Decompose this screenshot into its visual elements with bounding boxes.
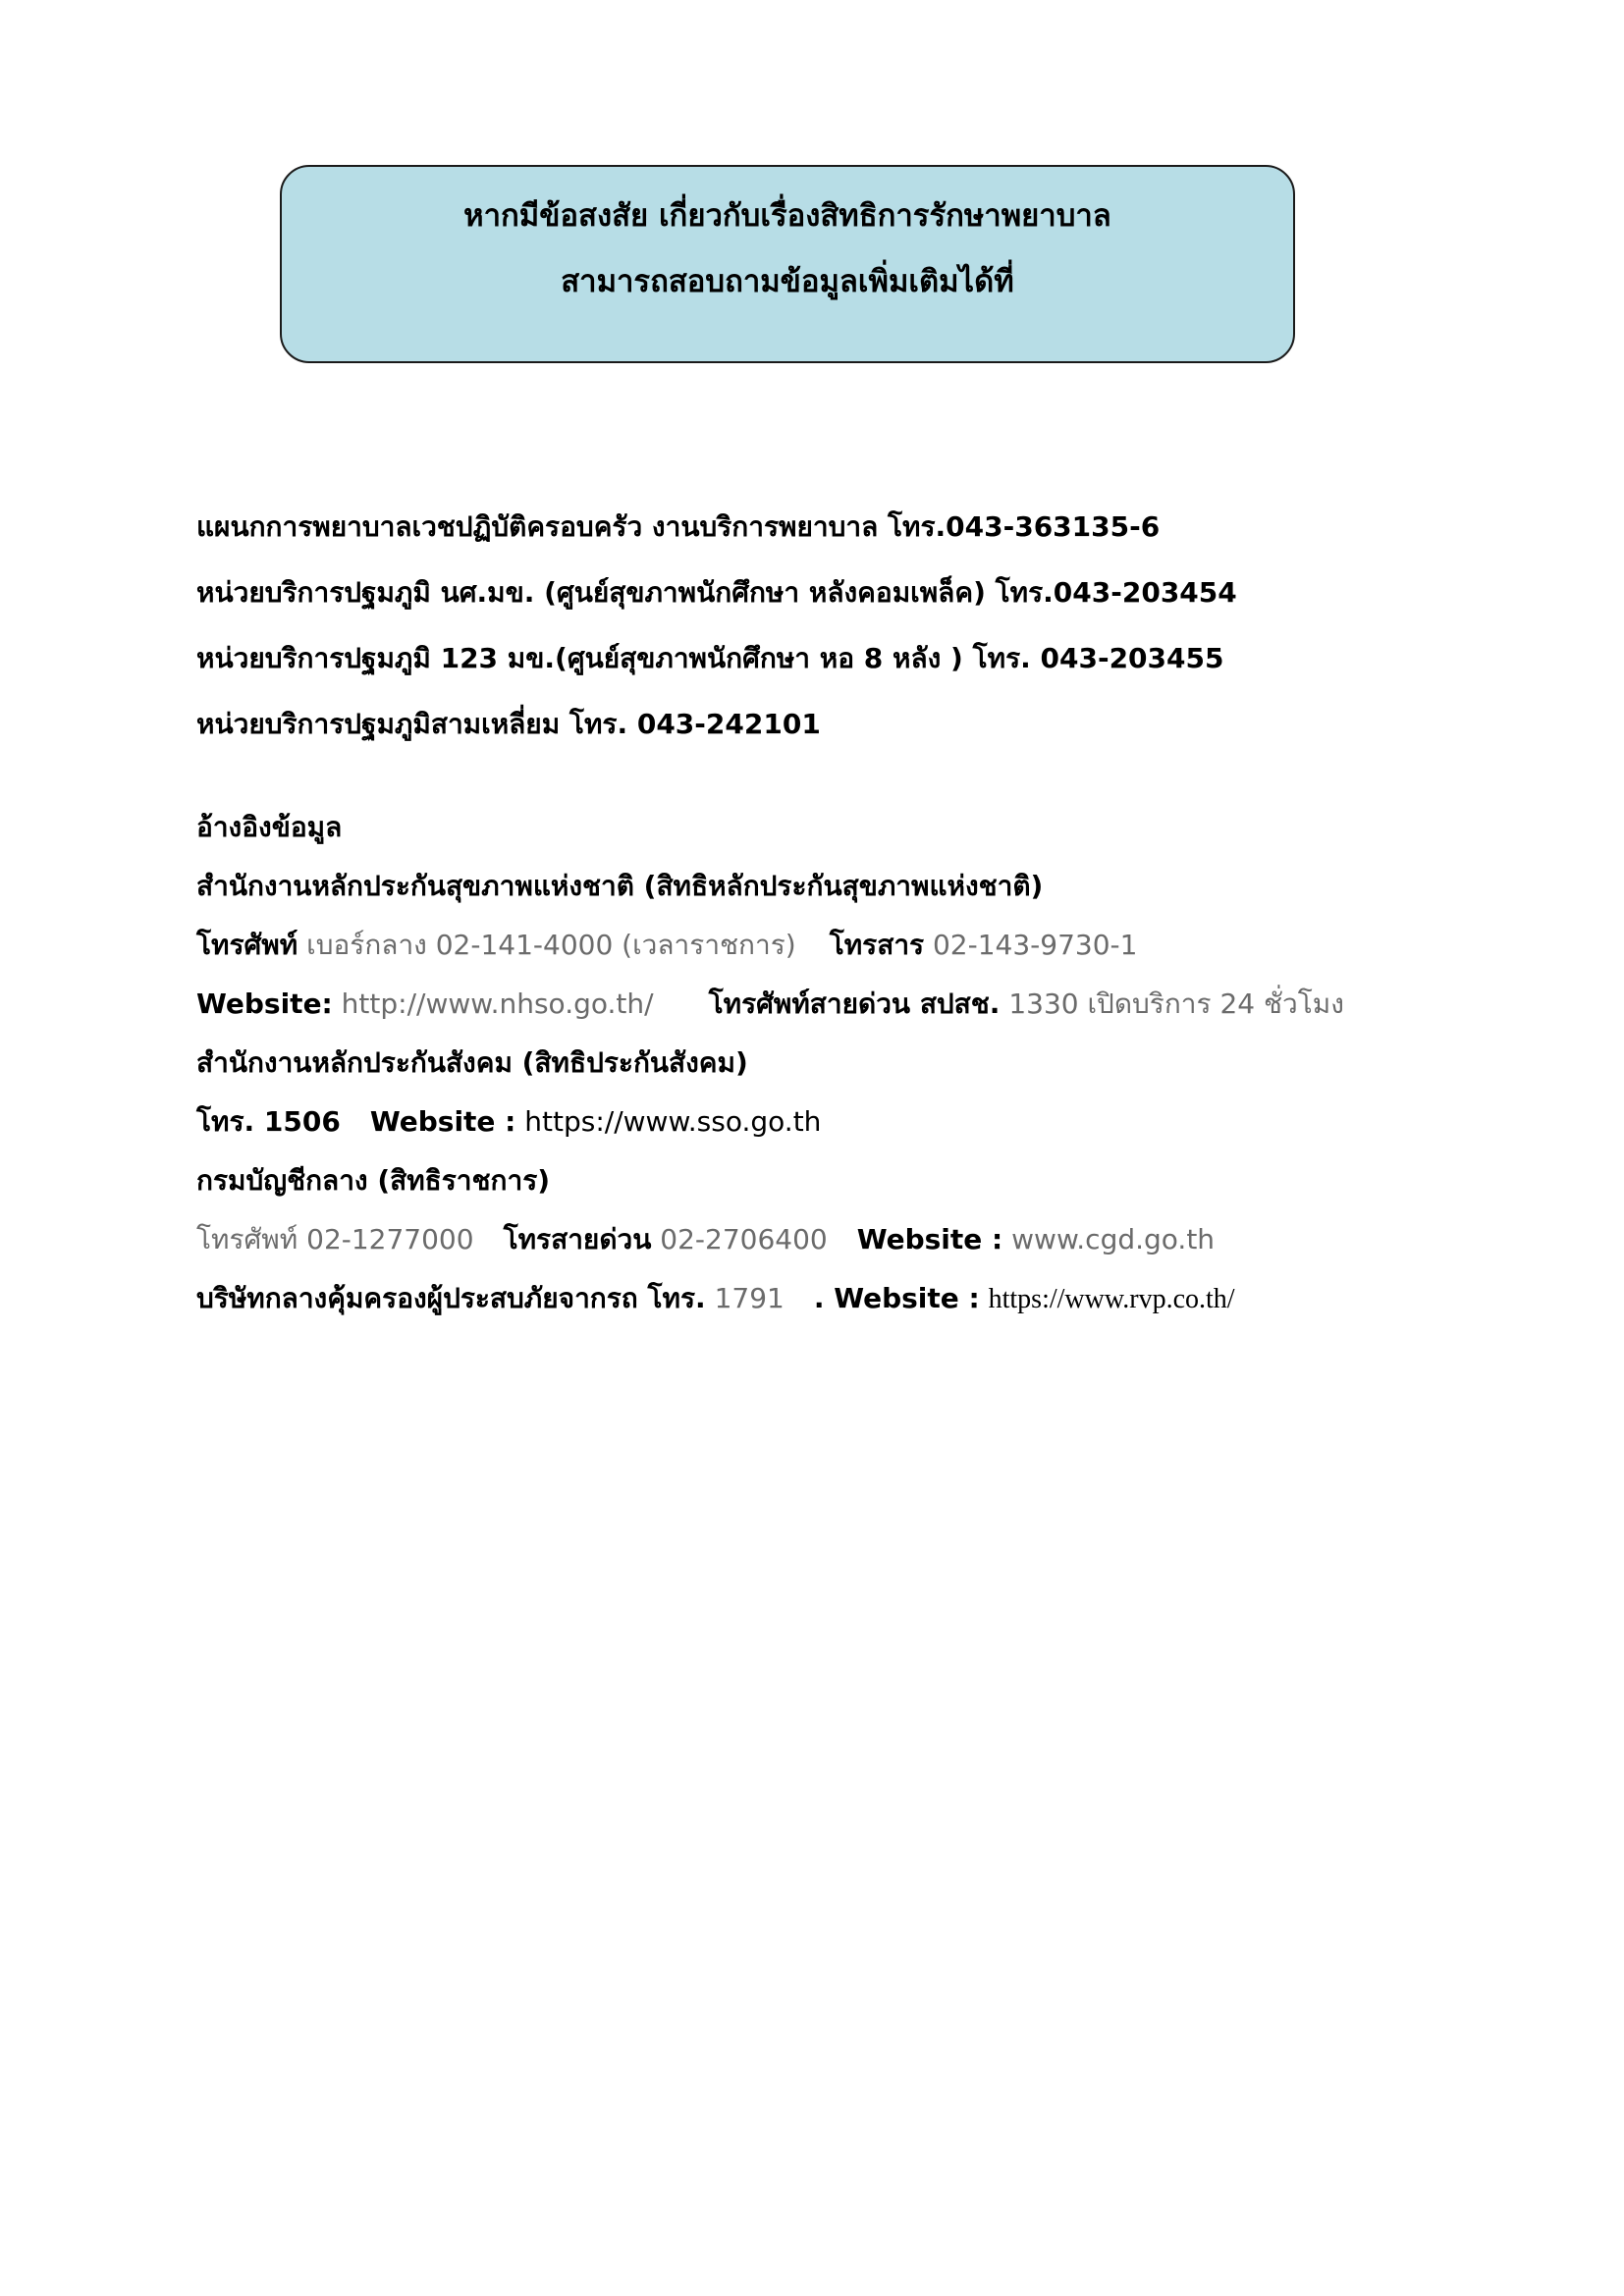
nhso-fax-value: 02-143-9730-1 [932, 929, 1138, 961]
rvp-org-phone-label: บริษัทกลางคุ้มครองผู้ประสบภัยจากรถ โทร. [196, 1282, 706, 1314]
sso-org-name: สำนักงานหลักประกันสังคม (สิทธิประกันสังคม) [196, 1046, 748, 1079]
cgd-hotline-label: โทรสายด่วน [503, 1223, 652, 1255]
nhso-website-line [196, 985, 1344, 1024]
contact-line-samliam: หน่วยบริการปฐมภูมิสามเหลี่ยม โทร. 043-242101 [196, 708, 821, 740]
nhso-org-name: สำนักงานหลักประกันสุขภาพแห่งชาติ (สิทธิหลักประกันสุขภาพแห่งชาติ) [196, 870, 1044, 902]
nhso-website-link[interactable]: http://www.nhso.go.th/ [341, 988, 654, 1020]
sso-contact-line [196, 1102, 821, 1142]
cgd-org-name: กรมบัญชีกลาง (สิทธิราชการ) [196, 1164, 551, 1197]
header-callout-box [280, 165, 1295, 363]
header-line-1: หากมีข้อสงสัย เกี่ยวกับเรื่องสิทธิการรักษาพยาบาล [463, 198, 1111, 234]
sso-website-label: Website : [369, 1105, 516, 1138]
sso-phone: โทร. 1506 [196, 1105, 341, 1138]
references-heading: อ้างอิงข้อมูล [196, 811, 343, 843]
cgd-website-label: Website : [856, 1223, 1003, 1255]
rvp-contact-line [196, 1279, 1235, 1319]
contact-line-family-nursing: แผนกการพยาบาลเวชปฏิบัติครอบครัว งานบริการพยาบาล โทร.043-363135-6 [196, 510, 1161, 543]
cgd-phone: โทรศัพท์ 02-1277000 [196, 1223, 474, 1255]
nhso-phone-value: เบอร์กลาง 02-141-4000 (เวลาราชการ) [306, 929, 796, 961]
cgd-contact-line [196, 1220, 1215, 1259]
nhso-phone-line [196, 926, 1137, 965]
nhso-hotline-value: 1330 เปิดบริการ 24 ชั่วโมง [1008, 988, 1344, 1020]
rvp-website-label: . Website : [813, 1282, 980, 1314]
header-line-2: สามารถสอบถามข้อมูลเพิ่มเติมได้ที่ [561, 264, 1014, 299]
sso-website-link[interactable]: https://www.sso.go.th [524, 1105, 822, 1138]
rvp-phone-value: 1791 [714, 1282, 785, 1314]
rvp-website-link[interactable]: https://www.rvp.co.th/ [988, 1284, 1235, 1314]
nhso-website-label: Website: [196, 988, 333, 1020]
cgd-website-link[interactable]: www.cgd.go.th [1011, 1223, 1216, 1255]
contact-line-student-health-complex: หน่วยบริการปฐมภูมิ นศ.มข. (ศูนย์สุขภาพนักศึกษา หลังคอมเพล็ค) โทร.043-203454 [196, 576, 1237, 609]
nhso-fax-label: โทรสาร [829, 929, 925, 961]
nhso-phone-label: โทรศัพท์ [196, 929, 298, 961]
cgd-hotline-value: 02-2706400 [660, 1223, 828, 1255]
nhso-hotline-label: โทรศัพท์สายด่วน สปสช. [708, 988, 1001, 1020]
contact-line-student-health-dorm8: หน่วยบริการปฐมภูมิ 123 มข.(ศูนย์สุขภาพนักศึกษา หอ 8 หลัง ) โทร. 043-203455 [196, 642, 1224, 674]
